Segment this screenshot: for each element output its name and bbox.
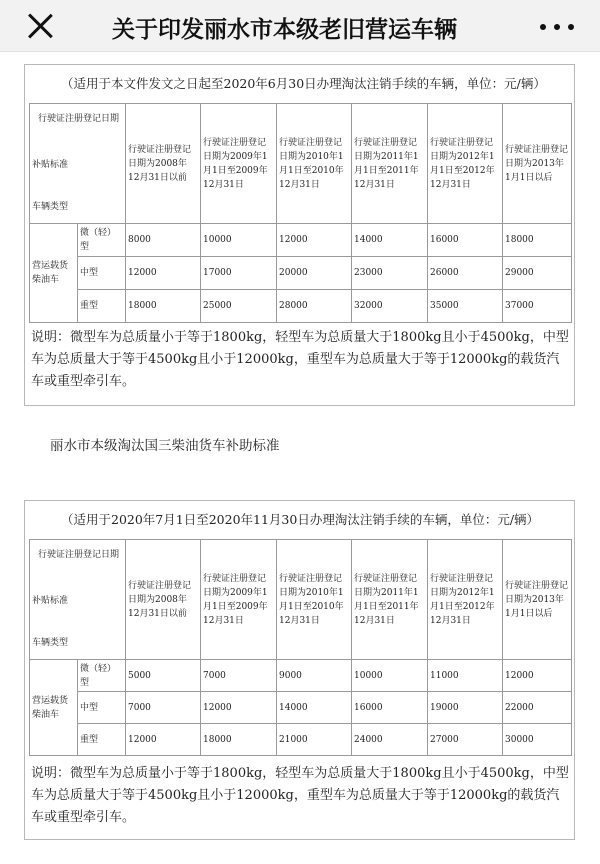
- table-cell: 14000: [352, 224, 428, 257]
- table-cell: 37000: [503, 290, 572, 323]
- table-cell: 28000: [277, 290, 352, 323]
- table-cell: 25000: [201, 290, 277, 323]
- table-cell: 30000: [503, 724, 572, 756]
- table-cell: 7000: [201, 660, 277, 692]
- subsidy-panel-1: [24, 64, 575, 406]
- table-cell: 16000: [428, 224, 503, 257]
- table-cell: 20000: [277, 257, 352, 290]
- table-cell: 23000: [352, 257, 428, 290]
- column-header: 行驶证注册登记日期为2008年12月31日以前: [126, 540, 201, 660]
- diag-mid-label: 补贴标准: [32, 596, 69, 606]
- vehicle-type: 重型: [78, 724, 126, 756]
- table-cell: 26000: [428, 257, 503, 290]
- vehicle-type: 中型: [78, 257, 126, 290]
- table-cell: 35000: [428, 290, 503, 323]
- table-cell: 8000: [126, 224, 201, 257]
- column-header: 行驶证注册登记日期为2009年1月1日至2009年12月31日: [201, 540, 277, 660]
- table-2-note: （适用于2020年7月1日至2020年11月30日办理淘汰注销手续的车辆，单位：元/辆）: [61, 512, 540, 527]
- top-bar: [0, 0, 600, 52]
- table-row: [30, 224, 572, 257]
- table-cell: 12000: [503, 660, 572, 692]
- table-cell: 18000: [201, 724, 277, 756]
- column-header: 行驶证注册登记日期为2011年1月1日至2011年12月31日: [352, 540, 428, 660]
- table-cell: 12000: [126, 724, 201, 756]
- table-cell: 12000: [201, 692, 277, 724]
- group-label: 营运载货柴油车: [30, 660, 78, 756]
- table-cell: 10000: [201, 224, 277, 257]
- diag-top-label: 行驶证注册登记日期: [38, 114, 120, 124]
- column-header: 行驶证注册登记日期为2011年1月1日至2011年12月31日: [352, 104, 428, 224]
- column-header: 行驶证注册登记日期为2010年1月1日至2010年12月31日: [277, 104, 352, 224]
- table-cell: 18000: [126, 290, 201, 323]
- table-row: [30, 257, 572, 290]
- subsidy-panel-2: [24, 500, 575, 840]
- table-row: [30, 724, 572, 756]
- table-cell: 24000: [352, 724, 428, 756]
- table-cell: 7000: [126, 692, 201, 724]
- section-title: 丽水市本级淘汰国三柴油货车补助标准: [50, 438, 280, 454]
- vehicle-type: 微（轻）型: [78, 660, 126, 692]
- subsidy-table-2: [29, 539, 572, 756]
- column-header: 行驶证注册登记日期为2013年1月1日以后: [503, 540, 572, 660]
- diag-bot-label: 车辆类型: [32, 202, 69, 212]
- table-cell: 12000: [277, 224, 352, 257]
- vehicle-type: 重型: [78, 290, 126, 323]
- diag-header-cell: [30, 540, 126, 660]
- table-2-explanation: 说明：微型车为总质量小于等于1800kg，轻型车为总质量大于1800kg且小于4500kg，中型车为总质量大于等于4500kg且小于12000kg，重型车为总质量大于等于12000kg的载货汽车或重型牵引车。: [31, 766, 569, 825]
- column-header: 行驶证注册登记日期为2009年1月1日至2009年12月31日: [201, 104, 277, 224]
- vehicle-type: 中型: [78, 692, 126, 724]
- page-title: 关于印发丽水市本级老旧营运车辆: [112, 17, 457, 43]
- group-label: 营运载货柴油车: [30, 224, 78, 323]
- vehicle-type: 微（轻）型: [78, 224, 126, 257]
- table-cell: 32000: [352, 290, 428, 323]
- table-cell: 27000: [428, 724, 503, 756]
- table-cell: 22000: [503, 692, 572, 724]
- column-header: 行驶证注册登记日期为2008年12月31日以前: [126, 104, 201, 224]
- table-cell: 16000: [352, 692, 428, 724]
- table-cell: 21000: [277, 724, 352, 756]
- table-row: [30, 290, 572, 323]
- diag-header-cell: [30, 104, 126, 224]
- table-cell: 10000: [352, 660, 428, 692]
- table-cell: 17000: [201, 257, 277, 290]
- column-header: 行驶证注册登记日期为2013年1月1日以后: [503, 104, 572, 224]
- subsidy-table-1: [29, 103, 572, 323]
- table-cell: 9000: [277, 660, 352, 692]
- table-1-explanation: 说明：微型车为总质量小于等于1800kg，轻型车为总质量大于1800kg且小于4500kg，中型车为总质量大于等于4500kg且小于12000kg，重型车为总质量大于等于12000kg的载货汽车或重型牵引车。: [31, 330, 569, 389]
- table-cell: 18000: [503, 224, 572, 257]
- diag-top-label: 行驶证注册登记日期: [38, 550, 120, 560]
- close-icon[interactable]: [26, 12, 54, 40]
- column-header: 行驶证注册登记日期为2012年1月1日至2012年12月31日: [428, 104, 503, 224]
- table-row: [30, 660, 572, 692]
- table-cell: 5000: [126, 660, 201, 692]
- more-dots-icon[interactable]: [538, 24, 578, 32]
- table-cell: 14000: [277, 692, 352, 724]
- table-cell: 12000: [126, 257, 201, 290]
- column-header: 行驶证注册登记日期为2010年1月1日至2010年12月31日: [277, 540, 352, 660]
- table-cell: 11000: [428, 660, 503, 692]
- table-cell: 29000: [503, 257, 572, 290]
- table-cell: 19000: [428, 692, 503, 724]
- diag-mid-label: 补贴标准: [32, 160, 69, 170]
- column-header: 行驶证注册登记日期为2012年1月1日至2012年12月31日: [428, 540, 503, 660]
- table-row: [30, 692, 572, 724]
- table-1-note: （适用于本文件发文之日起至2020年6月30日办理淘汰注销手续的车辆，单位：元/辆）: [61, 76, 546, 91]
- diag-bot-label: 车辆类型: [32, 638, 69, 648]
